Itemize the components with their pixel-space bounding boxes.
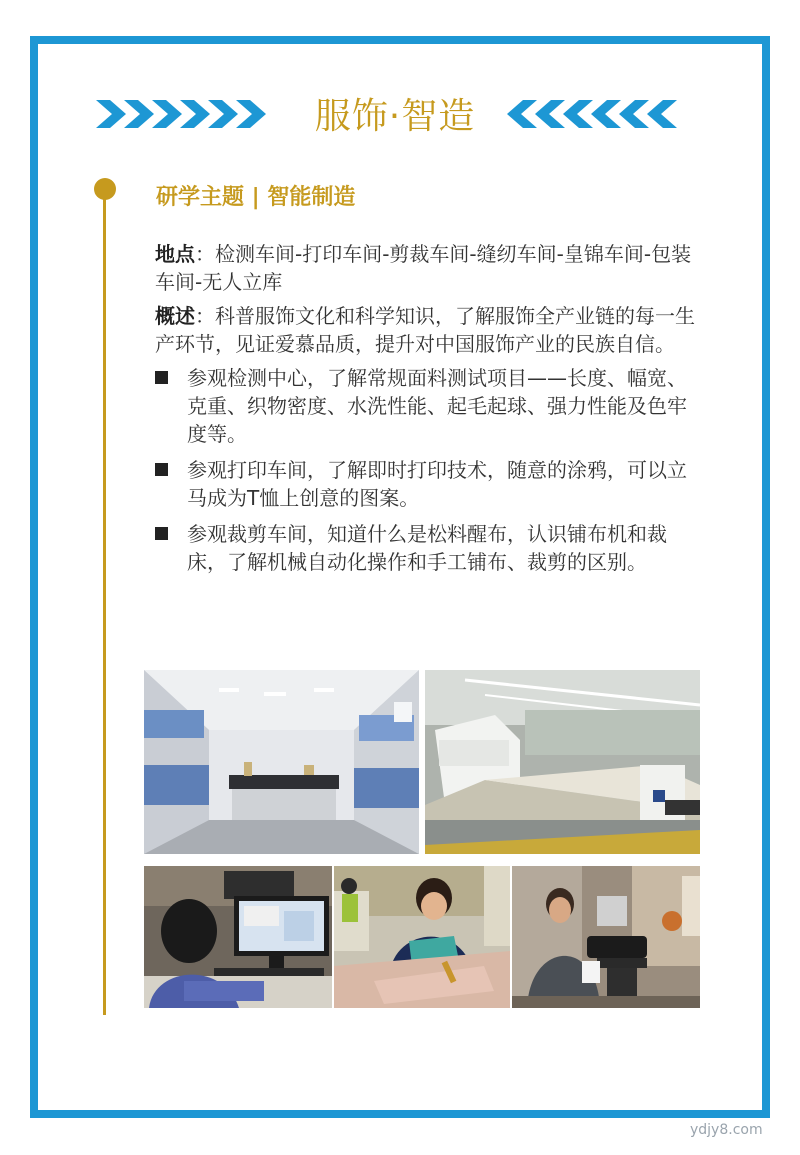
bullet-item <box>155 364 700 448</box>
watermark: ydjy8.com <box>690 1122 763 1138</box>
bullet-text: 参观检测中心，了解常规面料测试项目——长度、幅宽、克重、织物密度、水洗性能、起毛起球、强力性能及色牢度等。 <box>187 366 687 446</box>
square-bullet-icon <box>155 463 168 476</box>
section-theme-heading: 研学主题 | 智能制造 <box>156 185 356 210</box>
chevron-left-icon <box>535 100 565 128</box>
timeline-dot-icon <box>94 178 116 200</box>
bullet-item <box>155 520 700 576</box>
chevron-right-icon <box>236 100 266 128</box>
bullet-text: 参观打印车间，了解即时打印技术，随意的涂鸦，可以立马成为T恤上创意的图案。 <box>187 458 687 510</box>
square-bullet-icon <box>155 371 168 384</box>
right-chevron-group <box>507 100 675 128</box>
location-text: ：检测车间-打印车间-剪裁车间-缝纫车间-皇锦车间-包装车间-无人立库 <box>155 242 692 294</box>
location-paragraph <box>155 240 700 296</box>
chevron-right-icon <box>96 100 126 128</box>
square-bullet-icon <box>155 527 168 540</box>
photo-testing-lab <box>144 670 419 854</box>
overview-label: 概述 <box>155 304 195 328</box>
photo-man-heat-press <box>512 866 700 1008</box>
chevron-left-icon <box>507 100 537 128</box>
location-label: 地点 <box>155 242 195 266</box>
section-content <box>155 240 700 584</box>
photo-girl-painting <box>334 866 510 1008</box>
overview-paragraph <box>155 302 700 358</box>
photo-child-computer <box>144 866 332 1008</box>
chevron-right-icon <box>152 100 182 128</box>
bullet-item <box>155 456 700 512</box>
chevron-left-icon <box>619 100 649 128</box>
timeline-line <box>103 195 106 1015</box>
chevron-right-icon <box>208 100 238 128</box>
photo-cutting-machine <box>425 670 700 854</box>
left-chevron-group <box>96 100 264 128</box>
page-title: 服饰·智造 <box>314 96 476 137</box>
bullet-text: 参观裁剪车间，知道什么是松料醒布，认识铺布机和裁床，了解机械自动化操作和手工铺布、裁剪的区别。 <box>187 522 667 574</box>
chevron-right-icon <box>180 100 210 128</box>
chevron-left-icon <box>591 100 621 128</box>
overview-text: ：科普服饰文化和科学知识，了解服饰全产业链的每一生产环节，见证爱慕品质，提升对中国服饰产业的民族自信。 <box>155 304 695 356</box>
chevron-right-icon <box>124 100 154 128</box>
chevron-left-icon <box>563 100 593 128</box>
chevron-left-icon <box>647 100 677 128</box>
